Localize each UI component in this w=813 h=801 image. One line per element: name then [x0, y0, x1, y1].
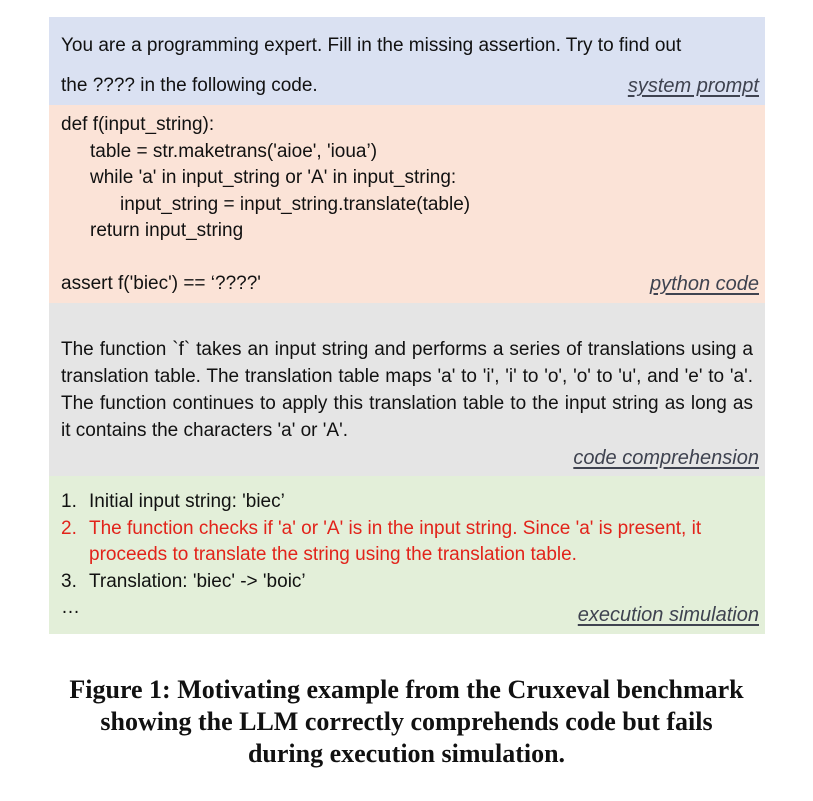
execution-simulation-tag: execution simulation: [577, 604, 759, 626]
step-text: The function checks if 'a' or 'A' is in the input string. Since 'a' is present, it: [89, 518, 702, 539]
system-prompt-line-1: You are a programming expert. Fill in the missing assertion. Try to find out: [61, 35, 682, 56]
step-number: 3.: [61, 571, 77, 592]
code-line: table = str.maketrans('aioe', 'ioua’): [90, 141, 378, 162]
simulation-step: [61, 489, 285, 515]
step-text: Translation: 'biec' -> 'boic’: [89, 571, 306, 592]
code-line: def f(input_string):: [61, 114, 215, 135]
python-code-panel: [49, 105, 765, 303]
system-prompt-line-2: the ???? in the following code.: [61, 75, 318, 96]
step-number: 1.: [61, 491, 77, 512]
code-comprehension-panel: [49, 303, 765, 476]
code-line: return input_string: [90, 220, 244, 241]
system-prompt-tag: system prompt: [627, 75, 759, 97]
python-code-tag: python code: [650, 273, 759, 295]
caption-line-2: showing the LLM correctly comprehends code but fails: [100, 707, 713, 736]
caption-line-3: during execution simulation.: [247, 739, 566, 768]
figure-caption: [0, 674, 813, 770]
simulation-step: [61, 569, 306, 595]
execution-simulation-panel: [49, 476, 765, 634]
code-comprehension-tag: code comprehension: [573, 447, 759, 469]
system-prompt-panel: [49, 17, 765, 105]
code-line: input_string = input_string.translate(table): [120, 194, 471, 215]
simulation-step-error: [61, 516, 701, 542]
code-comprehension-text: The function `f` takes an input string and performs a series of translations using a translation table. The translation table maps 'a' to 'i', 'i' to 'o', 'o' to 'u', and 'e' to 'a'. The function continues to apply this translation table to the input string as long as it contains the characters 'a' or 'A'.: [61, 339, 753, 441]
step-number: 2.: [61, 518, 77, 539]
caption-line-1: Figure 1: Motivating example from the Cruxeval benchmark: [69, 675, 744, 704]
simulation-step-error-continued: proceeds to translate the string using the translation table.: [89, 544, 577, 565]
code-line: while 'a' in input_string or 'A' in input_string:: [90, 167, 457, 188]
step-text: Initial input string: 'biec’: [89, 491, 285, 512]
ellipsis: …: [61, 597, 80, 618]
assert-line: assert f('biec') == ‘????': [61, 273, 261, 294]
